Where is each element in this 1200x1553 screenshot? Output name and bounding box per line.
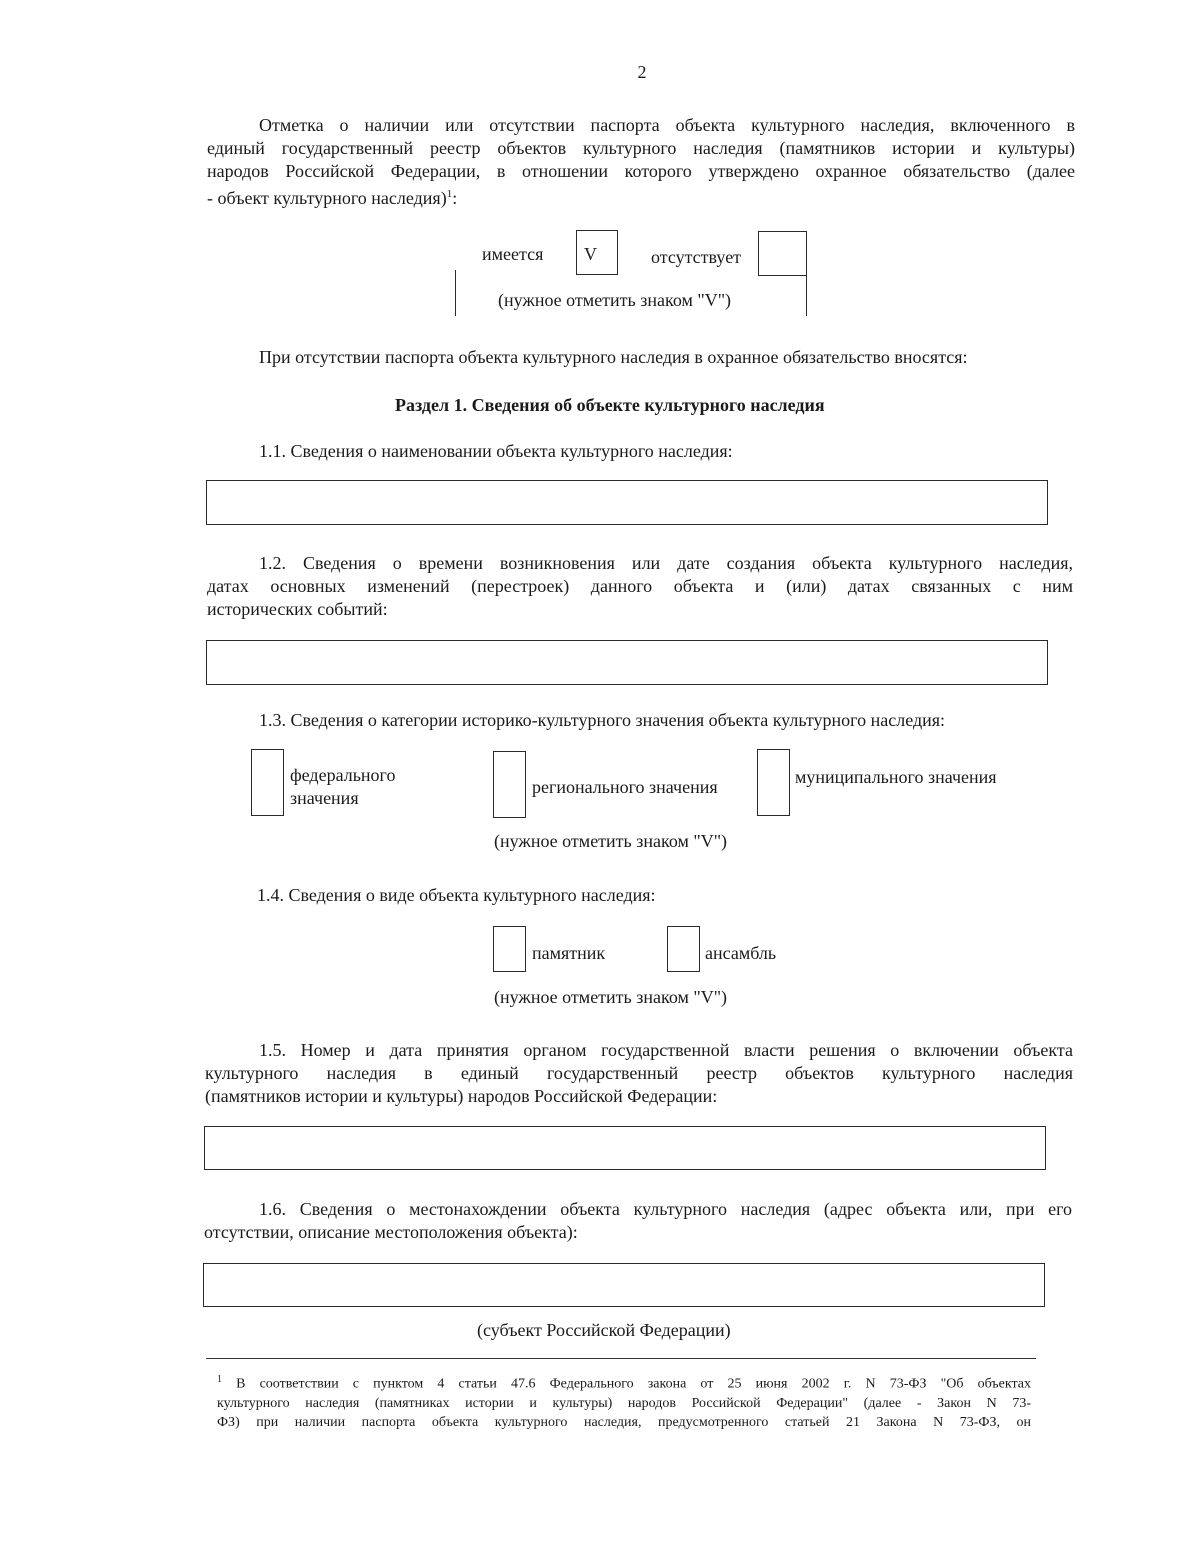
s1-2-line-2: датах основных изменений (перестроек) данного объекта и (или) датах связанных с ним xyxy=(207,576,1073,596)
s1-2-field[interactable] xyxy=(206,640,1048,685)
s1-5-paragraph xyxy=(205,1039,1073,1108)
kind-monument-checkbox[interactable] xyxy=(493,926,526,972)
category-federal-line-2: значения xyxy=(290,788,359,808)
s1-4-hint: (нужное отметить знаком "V") xyxy=(494,987,728,1007)
s1-3-hint: (нужное отметить знаком "V") xyxy=(494,831,728,851)
s1-2-line-3: исторических событий: xyxy=(207,599,388,619)
category-regional-label: регионального значения xyxy=(532,777,718,797)
kind-monument-label: памятник xyxy=(532,943,606,963)
intro-colon: : xyxy=(452,188,458,208)
category-federal-label xyxy=(290,764,395,810)
section-1-title: Раздел 1. Сведения об объекте культурного наследия xyxy=(395,395,825,415)
footnote-line-3: ФЗ) при наличии паспорта объекта культурного наследия, предусмотренного статьей 21 Закона N 73-ФЗ, он xyxy=(217,1414,1031,1430)
s1-2-line-1: 1.2. Сведения о времени возникновения или дате создания объекта культурного наследия, xyxy=(259,553,1073,573)
category-regional-checkbox[interactable] xyxy=(493,751,526,818)
footnote-line-1 xyxy=(217,1370,1031,1394)
passport-has-label: имеется xyxy=(482,244,544,264)
footnote-ref: 1 xyxy=(446,188,453,200)
intro-line-3: народов Российской Федерации, в отношении которого утверждено охранное обязательство (далее xyxy=(207,161,1075,181)
kind-ensemble-checkbox[interactable] xyxy=(667,926,700,972)
s1-6-line-2: отсутствии, описание местоположения объекта): xyxy=(204,1222,578,1242)
s1-5-field[interactable] xyxy=(204,1126,1046,1170)
absent-note: При отсутствии паспорта объекта культурного наследия в охранное обязательство вносятся: xyxy=(259,347,968,367)
intro-line-1: Отметка о наличии или отсутствии паспорта объекта культурного наследия, включенного в xyxy=(259,115,1075,135)
footnote xyxy=(217,1370,1031,1432)
intro-line-4-text: - объект культурного наследия) xyxy=(207,188,447,208)
s1-6-sub-caption: (субъект Российской Федерации) xyxy=(477,1320,731,1340)
s1-2-paragraph xyxy=(207,552,1073,621)
category-federal-checkbox[interactable] xyxy=(251,749,284,816)
s1-1-field[interactable] xyxy=(206,480,1048,525)
footnote-line-1-text: В соответствии с пунктом 4 статьи 47.6 Федерального закона от 25 июня 2002 г. N 73-ФЗ "Об объектах xyxy=(236,1376,1031,1392)
passport-has-checkbox[interactable] xyxy=(576,230,618,275)
s1-5-line-1: 1.5. Номер и дата принятия органом государственной власти решения о включении объекта xyxy=(259,1040,1073,1060)
page-number: 2 xyxy=(637,62,647,82)
passport-hint: (нужное отметить знаком "V") xyxy=(498,290,732,310)
s1-5-line-3: (памятников истории и культуры) народов Российской Федерации: xyxy=(205,1086,718,1106)
category-municipal-label: муниципального значения xyxy=(795,767,997,787)
s1-3-label: 1.3. Сведения о категории историко-культурного значения объекта культурного наследия: xyxy=(259,710,946,730)
footnote-marker: 1 xyxy=(217,1374,222,1385)
s1-4-label: 1.4. Сведения о виде объекта культурного наследия: xyxy=(257,885,656,905)
footnote-rule xyxy=(206,1358,1036,1359)
footnote-line-2: культурного наследия (памятниках истории и культуры) народов Российской Федерации" (далее - Закон N 73- xyxy=(217,1395,1031,1411)
s1-1-label: 1.1. Сведения о наименовании объекта культурного наследия: xyxy=(259,441,733,461)
kind-ensemble-label: ансамбль xyxy=(705,943,777,963)
category-municipal-checkbox[interactable] xyxy=(757,749,790,816)
category-federal-line-1: федерального xyxy=(290,765,396,785)
s1-6-field[interactable] xyxy=(203,1263,1045,1307)
s1-5-line-2: культурного наследия в единый государственный реестр объектов культурного наследия xyxy=(205,1063,1073,1083)
intro-paragraph xyxy=(207,114,1075,210)
passport-absent-label: отсутствует xyxy=(651,247,742,267)
intro-line-2: единый государственный реестр объектов культурного наследия (памятников истории и культуры) xyxy=(207,138,1075,158)
s1-6-line-1: 1.6. Сведения о местонахождении объекта культурного наследия (адрес объекта или, при его xyxy=(259,1199,1072,1219)
intro-line-4 xyxy=(207,183,1075,210)
passport-frame-right xyxy=(806,274,807,316)
s1-6-paragraph xyxy=(204,1198,1072,1244)
passport-absent-checkbox[interactable] xyxy=(758,231,807,276)
passport-has-mark: V xyxy=(584,244,597,264)
passport-frame-left xyxy=(455,270,456,316)
